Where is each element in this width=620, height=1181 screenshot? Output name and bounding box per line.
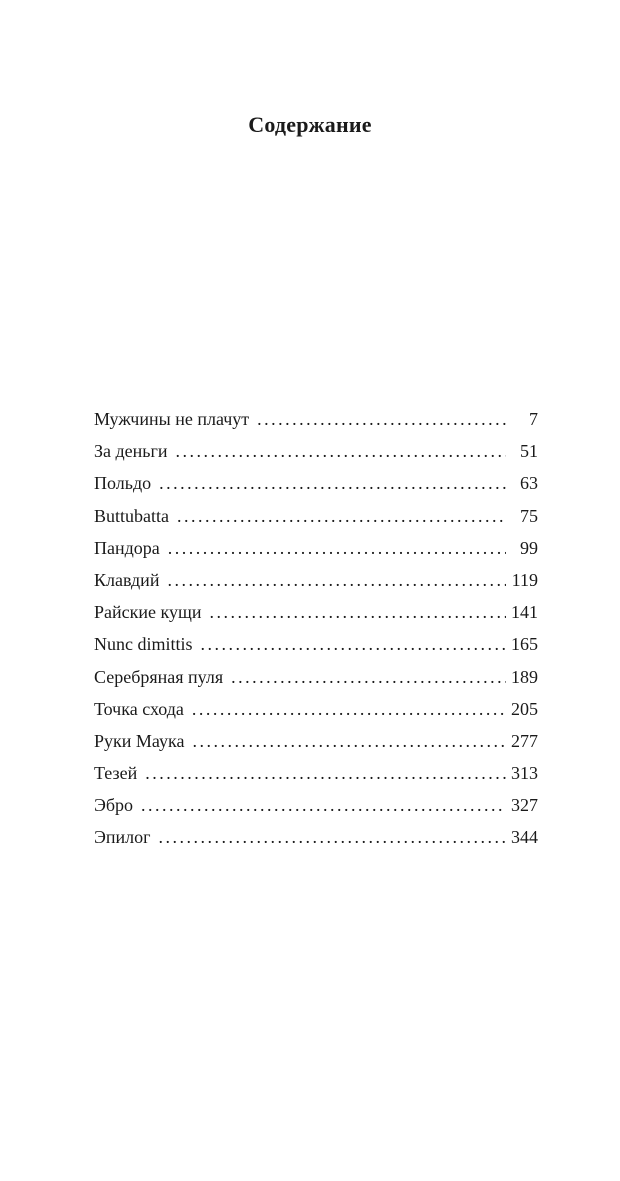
toc-entry-title: Райские кущи: [94, 602, 202, 623]
toc-entry-title: Польдо: [94, 473, 152, 494]
toc-dot-leader: [167, 564, 506, 596]
toc-entry: [94, 661, 538, 693]
toc-entry-page: 119: [511, 569, 538, 590]
toc-entry-page: 165: [511, 634, 538, 655]
toc-entry: [94, 467, 538, 499]
toc-entry-title: За деньги: [94, 441, 168, 462]
toc-entry-page: 205: [511, 698, 538, 719]
toc-entry-title: Руки Маука: [94, 730, 185, 751]
toc-entry: [94, 500, 538, 532]
toc-dot-leader: [159, 467, 506, 499]
toc-entry: [94, 628, 538, 660]
toc-entry-title: Серебряная пуля: [94, 666, 224, 687]
toc-entry: [94, 596, 538, 628]
toc-entry-page: 7: [529, 409, 538, 429]
toc-entry: [94, 821, 538, 853]
toc-dot-leader: [177, 500, 506, 532]
toc-dot-leader: [192, 693, 506, 725]
toc-entry: [94, 532, 538, 564]
toc-dot-leader: [209, 596, 506, 628]
toc-entry-title: Эпилог: [94, 827, 151, 848]
toc-entry-page: 344: [511, 827, 538, 848]
toc-entry-page: 327: [511, 795, 538, 816]
toc-entry: [94, 435, 538, 467]
toc-entry: [94, 725, 538, 757]
toc-entry: [94, 403, 538, 435]
toc-dot-leader: [231, 661, 506, 693]
toc-entry: [94, 789, 538, 821]
toc-entry-title: Тезей: [94, 763, 138, 784]
toc-entry: [94, 757, 538, 789]
toc-entry-title: Nunc dimittis: [94, 634, 193, 655]
toc-entry-page: 141: [511, 602, 538, 623]
toc-dot-leader: [145, 757, 506, 789]
toc-entry: [94, 564, 538, 596]
toc-entry-page: 63: [520, 473, 538, 494]
toc-entry-title: Клавдий: [94, 569, 160, 590]
toc-dot-leader: [141, 789, 506, 821]
toc-dot-leader: [257, 403, 506, 435]
page-title: Содержание: [248, 112, 372, 137]
toc-dot-leader: [176, 435, 506, 467]
toc-entry: [94, 693, 538, 725]
toc-dot-leader: [168, 532, 506, 564]
toc-entry-page: 51: [520, 441, 538, 462]
toc-entry-page: 75: [520, 505, 538, 526]
toc-entry-page: 189: [511, 666, 538, 687]
toc-entry-title: Точка схода: [94, 698, 184, 719]
toc-dot-leader: [192, 725, 506, 757]
toc-entry-page: 99: [520, 537, 538, 558]
toc-entry-title: Пандора: [94, 537, 160, 558]
toc-entry-title: Эбро: [94, 795, 134, 816]
toc-entry-page: 277: [511, 730, 538, 751]
toc-entry-title: Мужчины не плачут: [94, 409, 250, 429]
toc-dot-leader: [201, 628, 507, 660]
toc-entry-title: Buttubatta: [94, 505, 169, 526]
table-of-contents: [94, 403, 538, 854]
toc-entry-page: 313: [511, 763, 538, 784]
toc-dot-leader: [159, 821, 506, 853]
